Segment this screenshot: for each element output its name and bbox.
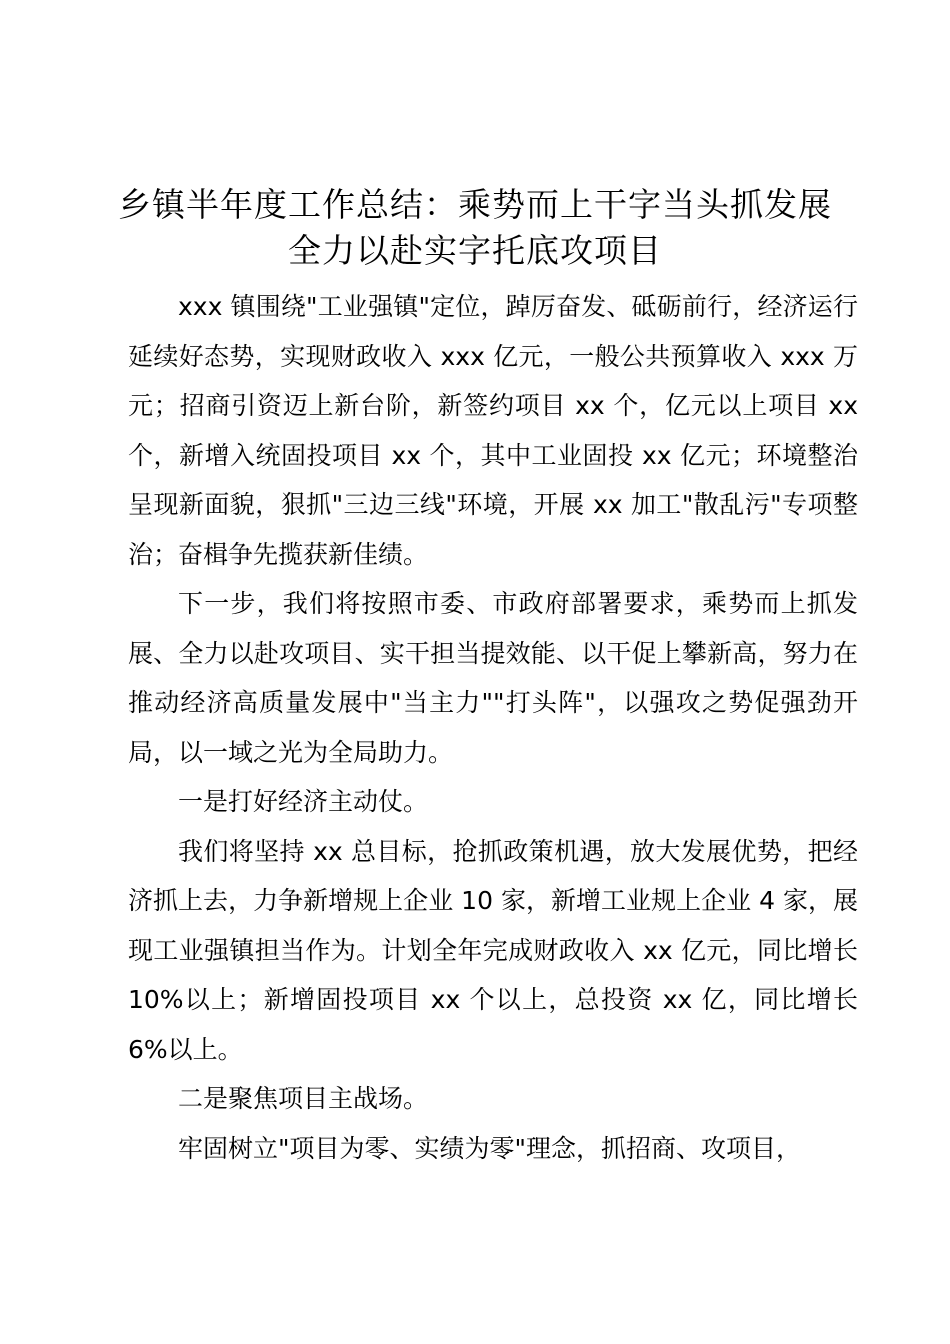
paragraph-economy: 我们将坚持 xx 总目标，抢抓政策机遇，放大发展优势，把经济抓上去，力争新增规上企业 10 家，新增工业规上企业 4 家，展现工业强镇担当作为。计划全年完成财政收入 xx 亿元，同比增长 10%以上；新增固投项目 xx 个以上，总投资 xx 亿，同比增长 6%以上。 xyxy=(128,836,866,1064)
paragraph-summary: xxx 镇围绕"工业强镇"定位，踔厉奋发、砥砺前行，经济运行延续好态势，实现财政收入 xxx 亿元，一般公共预算收入 xxx 万元；招商引资迈上新台阶，新签约项目 xx 个，亿元以上项目 xx 个，新增入统固投项目 xx 个，其中工业固投 xx 亿元；环境整治呈现新面貌，狠抓"三边三线"环境，开展 xx 加工"散乱污"专项整治；奋楫争先揽获新佳绩。 xyxy=(128,292,866,569)
section-heading-economy: 一是打好经济主动仗。 xyxy=(178,787,429,816)
paragraph-next-steps: 下一步，我们将按照市委、市政府部署要求，乘势而上抓发展、全力以赴攻项目、实干担当提效能、以干促上攀新高，努力在推动经济高质量发展中"当主力""打头阵"，以强攻之势促强劲开局，以一域之光为全局助力。 xyxy=(128,589,858,767)
document-body xyxy=(128,282,866,1173)
section-heading-projects: 二是聚焦项目主战场。 xyxy=(178,1084,429,1113)
document-title: 乡镇半年度工作总结：乘势而上干字当头抓发展全力以赴实字托底攻项目 xyxy=(118,185,832,270)
paragraph-projects: 牢固树立"项目为零、实绩为零"理念，抓招商、攻项目， xyxy=(178,1133,802,1163)
